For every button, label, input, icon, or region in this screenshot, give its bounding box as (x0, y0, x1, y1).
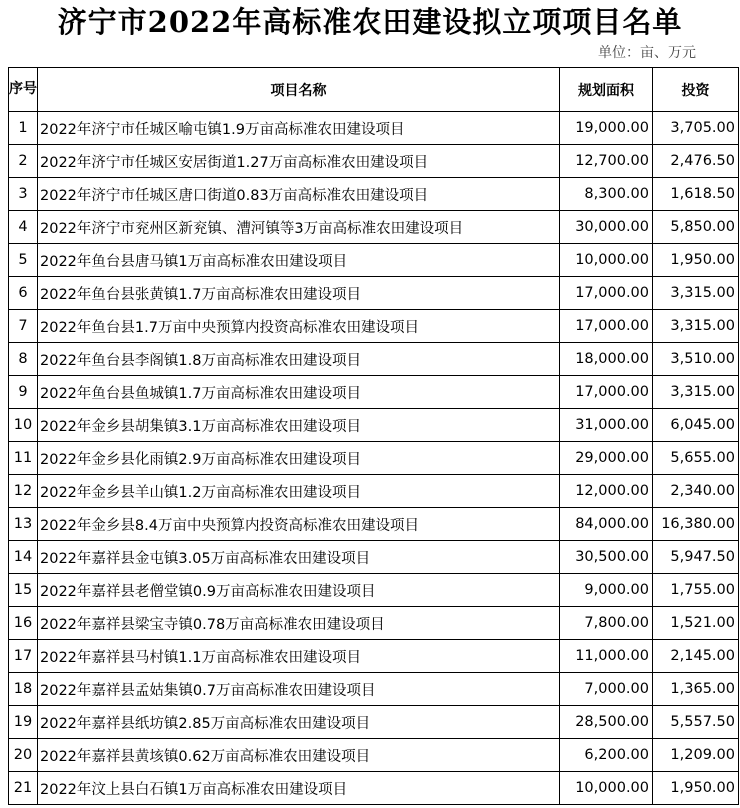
investment-cell: 5,655.00 (653, 442, 739, 475)
investment-cell: 6,045.00 (653, 409, 739, 442)
investment-cell: 2,476.50 (653, 145, 739, 178)
table-row (9, 442, 739, 475)
planned-area-cell: 30,500.00 (560, 541, 653, 574)
planned-area-cell: 31,000.00 (560, 409, 653, 442)
row-index-cell: 21 (9, 772, 38, 805)
project-name-cell: 2022年金乡县羊山镇1.2万亩高标准农田建设项目 (38, 475, 560, 508)
investment-cell: 1,755.00 (653, 574, 739, 607)
row-index-cell: 20 (9, 739, 38, 772)
table-row (9, 277, 739, 310)
project-name-cell: 2022年金乡县化雨镇2.9万亩高标准农田建设项目 (38, 442, 560, 475)
project-name-cell: 2022年鱼台县张黄镇1.7万亩高标准农田建设项目 (38, 277, 560, 310)
planned-area-cell: 30,000.00 (560, 211, 653, 244)
planned-area-cell: 29,000.00 (560, 442, 653, 475)
table-row (9, 211, 739, 244)
row-index-cell: 8 (9, 343, 38, 376)
row-index-cell: 13 (9, 508, 38, 541)
row-index-cell: 4 (9, 211, 38, 244)
investment-cell: 3,315.00 (653, 310, 739, 343)
page-title: 济宁市2022年高标准农田建设拟立项项目名单 (57, 5, 683, 39)
investment-cell: 1,950.00 (653, 772, 739, 805)
project-name-cell: 2022年嘉祥县金屯镇3.05万亩高标准农田建设项目 (38, 541, 560, 574)
project-name-cell: 2022年济宁市任城区喻屯镇1.9万亩高标准农田建设项目 (38, 112, 560, 145)
planned-area-cell: 9,000.00 (560, 574, 653, 607)
investment-cell: 16,380.00 (653, 508, 739, 541)
project-name-cell: 2022年金乡县8.4万亩中央预算内投资高标准农田建设项目 (38, 508, 560, 541)
planned-area-cell: 8,300.00 (560, 178, 653, 211)
table-row (9, 739, 739, 772)
row-index-cell: 6 (9, 277, 38, 310)
table-row (9, 310, 739, 343)
investment-cell: 1,618.50 (653, 178, 739, 211)
project-name-cell: 2022年嘉祥县梁宝寺镇0.78万亩高标准农田建设项目 (38, 607, 560, 640)
table-row (9, 112, 739, 145)
investment-cell: 3,705.00 (653, 112, 739, 145)
row-index-cell: 2 (9, 145, 38, 178)
planned-area-cell: 18,000.00 (560, 343, 653, 376)
row-index-cell: 17 (9, 640, 38, 673)
project-name-cell: 2022年金乡县胡集镇3.1万亩高标准农田建设项目 (38, 409, 560, 442)
planned-area-cell: 7,000.00 (560, 673, 653, 706)
table-row (9, 409, 739, 442)
project-table (8, 67, 739, 805)
project-name-cell: 2022年济宁市任城区唐口街道0.83万亩高标准农田建设项目 (38, 178, 560, 211)
investment-cell: 3,315.00 (653, 277, 739, 310)
table-row (9, 178, 739, 211)
investment-cell: 2,340.00 (653, 475, 739, 508)
project-name-cell: 2022年鱼台县唐马镇1万亩高标准农田建设项目 (38, 244, 560, 277)
header-investment: 投资 (653, 68, 739, 112)
table-row (9, 475, 739, 508)
project-name-cell: 2022年鱼台县1.7万亩中央预算内投资高标准农田建设项目 (38, 310, 560, 343)
row-index-cell: 11 (9, 442, 38, 475)
planned-area-cell: 7,800.00 (560, 607, 653, 640)
table-row (9, 541, 739, 574)
row-index-cell: 3 (9, 178, 38, 211)
planned-area-cell: 84,000.00 (560, 508, 653, 541)
row-index-cell: 5 (9, 244, 38, 277)
project-name-cell: 2022年嘉祥县纸坊镇2.85万亩高标准农田建设项目 (38, 706, 560, 739)
planned-area-cell: 17,000.00 (560, 310, 653, 343)
planned-area-cell: 12,700.00 (560, 145, 653, 178)
planned-area-cell: 17,000.00 (560, 376, 653, 409)
row-index-cell: 7 (9, 310, 38, 343)
planned-area-cell: 19,000.00 (560, 112, 653, 145)
investment-cell: 3,315.00 (653, 376, 739, 409)
planned-area-cell: 28,500.00 (560, 706, 653, 739)
row-index-cell: 9 (9, 376, 38, 409)
table-row (9, 145, 739, 178)
planned-area-cell: 10,000.00 (560, 244, 653, 277)
project-name-cell: 2022年济宁市任城区安居街道1.27万亩高标准农田建设项目 (38, 145, 560, 178)
header-area: 规划面积 (560, 68, 653, 112)
table-row (9, 706, 739, 739)
planned-area-cell: 11,000.00 (560, 640, 653, 673)
investment-cell: 1,209.00 (653, 739, 739, 772)
investment-cell: 1,521.00 (653, 607, 739, 640)
investment-cell: 2,145.00 (653, 640, 739, 673)
project-name-cell: 2022年嘉祥县黄垓镇0.62万亩高标准农田建设项目 (38, 739, 560, 772)
planned-area-cell: 12,000.00 (560, 475, 653, 508)
row-index-cell: 19 (9, 706, 38, 739)
row-index-cell: 10 (9, 409, 38, 442)
planned-area-cell: 17,000.00 (560, 277, 653, 310)
investment-cell: 5,557.50 (653, 706, 739, 739)
project-name-cell: 2022年鱼台县鱼城镇1.7万亩高标准农田建设项目 (38, 376, 560, 409)
project-name-cell: 2022年汶上县白石镇1万亩高标准农田建设项目 (38, 772, 560, 805)
investment-cell: 3,510.00 (653, 343, 739, 376)
header-index: 序号 (9, 68, 38, 112)
unit-label: 单位：亩、万元 (598, 45, 696, 61)
table-row (9, 574, 739, 607)
row-index-cell: 1 (9, 112, 38, 145)
investment-cell: 5,947.50 (653, 541, 739, 574)
row-index-cell: 12 (9, 475, 38, 508)
table-row (9, 607, 739, 640)
table-row (9, 640, 739, 673)
table-row (9, 343, 739, 376)
project-name-cell: 2022年嘉祥县老僧堂镇0.9万亩高标准农田建设项目 (38, 574, 560, 607)
investment-cell: 5,850.00 (653, 211, 739, 244)
project-name-cell: 2022年鱼台县李阁镇1.8万亩高标准农田建设项目 (38, 343, 560, 376)
investment-cell: 1,365.00 (653, 673, 739, 706)
investment-cell: 1,950.00 (653, 244, 739, 277)
table-row (9, 376, 739, 409)
project-name-cell: 2022年嘉祥县马村镇1.1万亩高标准农田建设项目 (38, 640, 560, 673)
table-row (9, 772, 739, 805)
header-name: 项目名称 (38, 68, 560, 112)
project-name-cell: 2022年济宁市兖州区新兖镇、漕河镇等3万亩高标准农田建设项目 (38, 211, 560, 244)
row-index-cell: 16 (9, 607, 38, 640)
row-index-cell: 14 (9, 541, 38, 574)
table-header-row (9, 68, 739, 112)
planned-area-cell: 10,000.00 (560, 772, 653, 805)
table-row (9, 244, 739, 277)
table-row (9, 508, 739, 541)
row-index-cell: 18 (9, 673, 38, 706)
project-name-cell: 2022年嘉祥县孟姑集镇0.7万亩高标准农田建设项目 (38, 673, 560, 706)
planned-area-cell: 6,200.00 (560, 739, 653, 772)
row-index-cell: 15 (9, 574, 38, 607)
table-row (9, 673, 739, 706)
table-body (9, 112, 739, 805)
